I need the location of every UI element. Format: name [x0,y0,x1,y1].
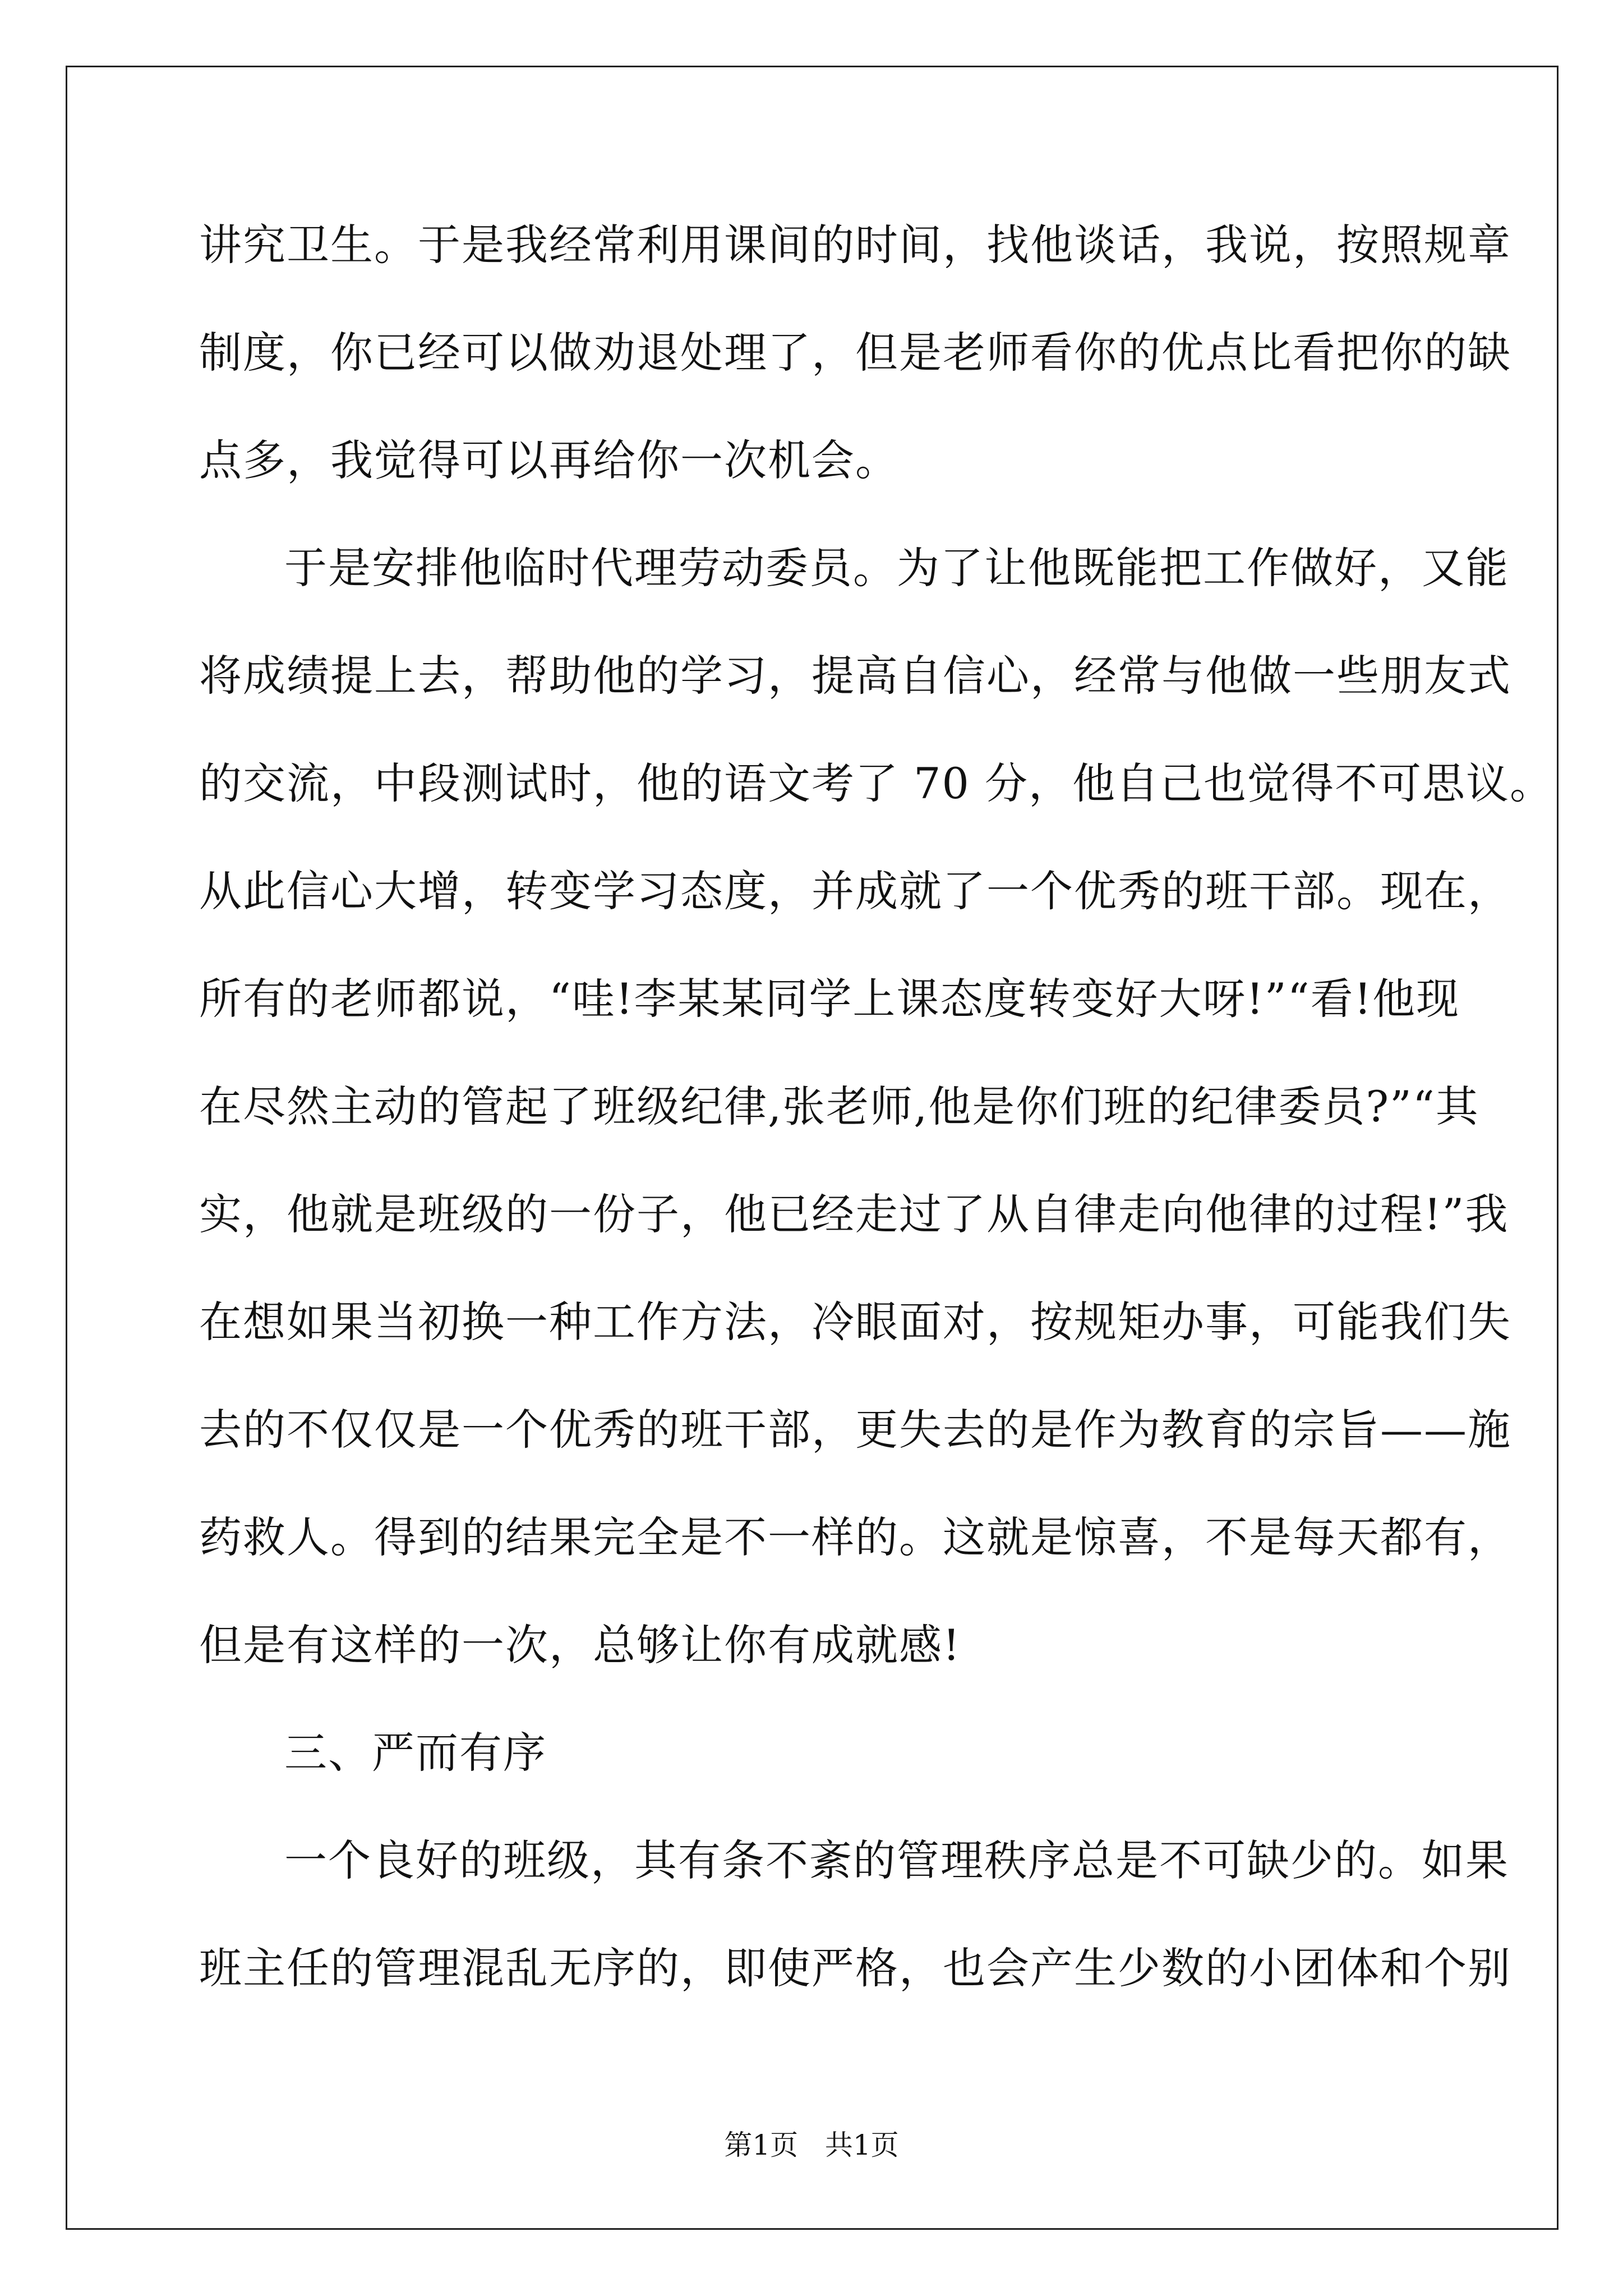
text-line: 将成绩提上去，帮助他的学习，提高自信心，经常与他做一些朋友式 [199,651,1511,701]
text-line: 讲究卫生。于是我经常利用课间的时间，找他谈话，我说，按照规章 [199,220,1511,270]
text-line: 在想如果当初换一种工作方法，冷眼面对，按规矩办事，可能我们失 [199,1297,1511,1347]
paragraph-start-line: 于是安排他临时代理劳动委员。为了让他既能把工作做好，又能 [284,543,1509,593]
text-line: 班主任的管理混乱无序的，即使严格，也会产生少数的小团体和个别 [199,1943,1511,1993]
text-line: 的交流，中段测试时，他的语文考了 70 分，他自己也觉得不可思议。 [199,758,1554,808]
text-line: 药救人。得到的结果完全是不一样的。这就是惊喜，不是每天都有， [199,1512,1511,1562]
text-line: 所有的老师都说，“哇!李某某同学上课态度转变好大呀!”“看!他现 [199,974,1460,1024]
text-line: 但是有这样的一次，总够让你有成就感! [199,1620,961,1670]
text-line: 点多，我觉得可以再给你一次机会。 [199,435,899,485]
text-line: 去的不仅仅是一个优秀的班干部，更失去的是作为教育的宗旨——施 [199,1405,1511,1455]
text-line: 制度，你已经可以做劝退处理了，但是老师看你的优点比看把你的缺 [199,328,1511,378]
document-body [199,214,1554,2045]
paragraph-start-line: 一个良好的班级，其有条不紊的管理秩序总是不可缺少的。如果 [284,1835,1509,1885]
text-line: 实，他就是班级的一份子，他已经走过了从自律走向他律的过程!”我 [199,1189,1509,1239]
page-footer: 第1页 共1页 [724,2129,899,2161]
section-heading: 三、严而有序 [284,1728,547,1778]
text-line: 从此信心大增，转变学习态度，并成就了一个优秀的班干部。现在， [199,866,1511,916]
text-line: 在尽然主动的管起了班级纪律,张老师,他是你们班的纪律委员?”“其 [199,1082,1479,1131]
